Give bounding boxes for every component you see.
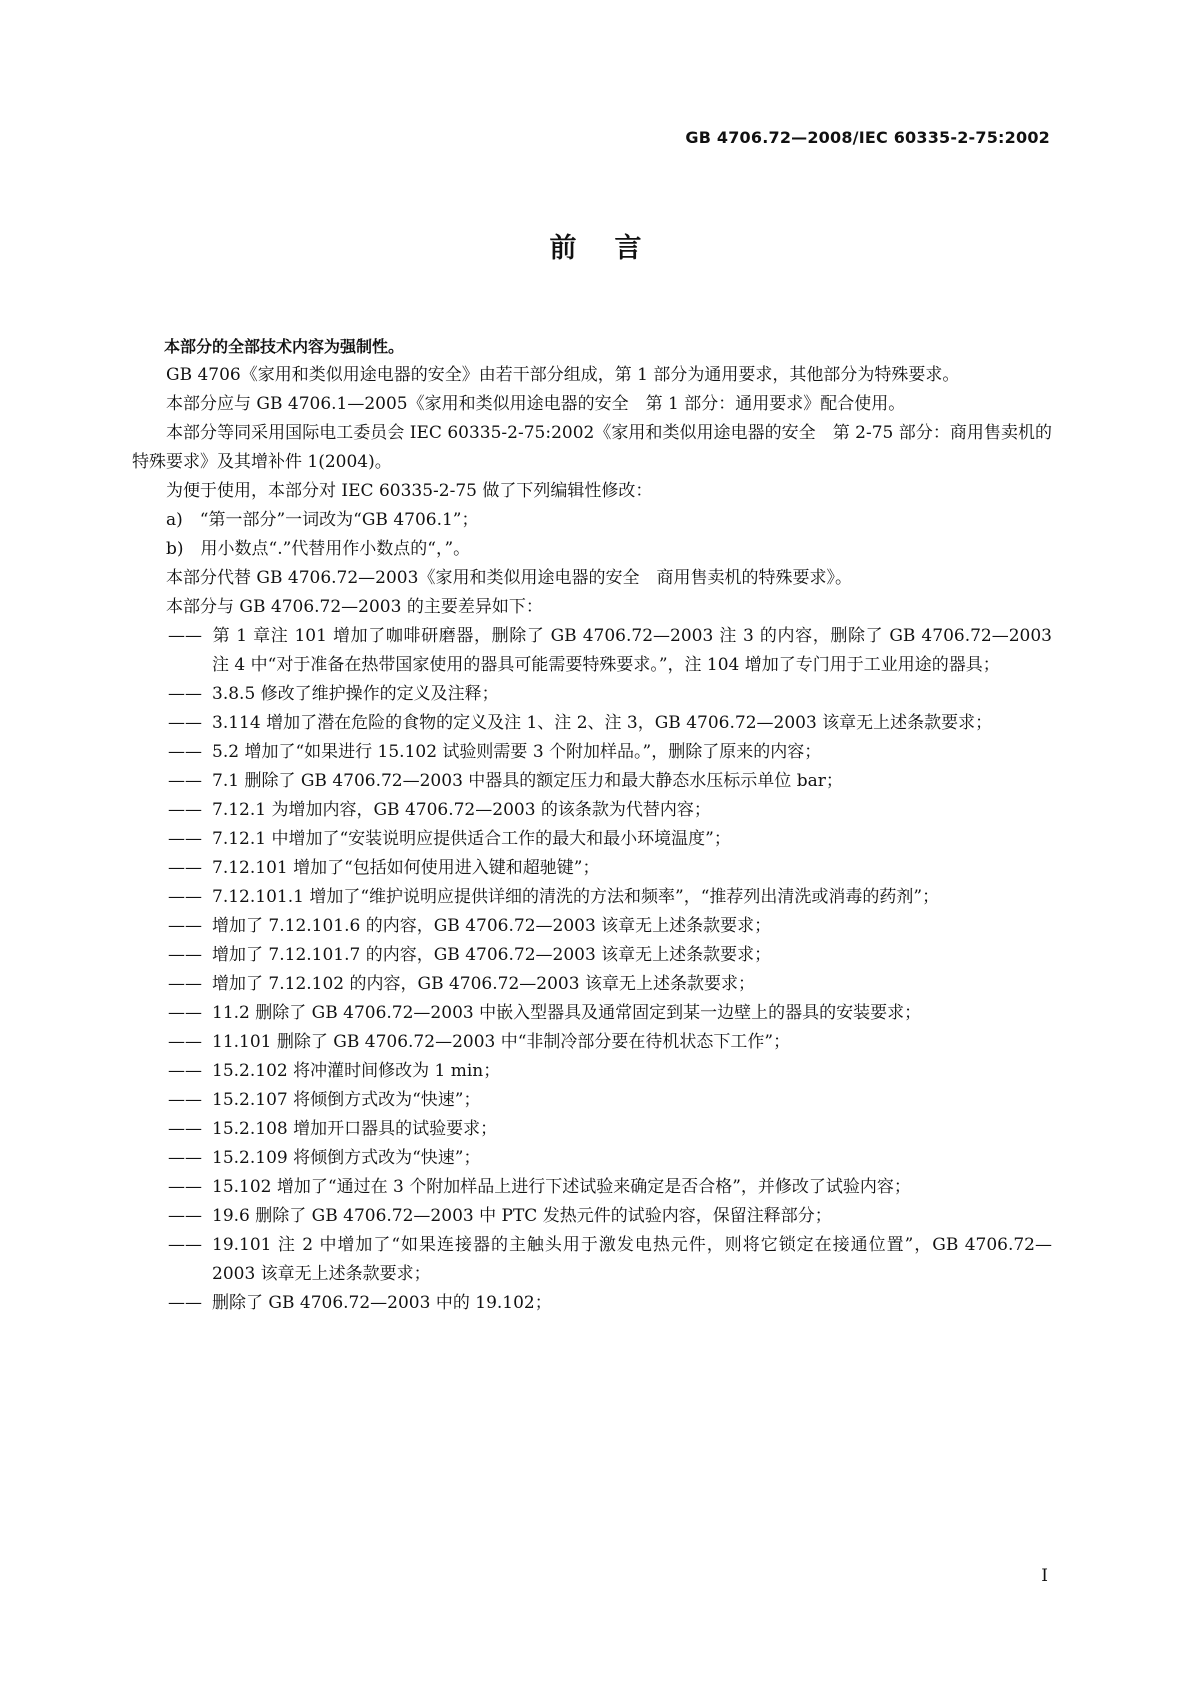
change-text: 增加了 7.12.101.6 的内容，GB 4706.72—2003 该章无上述条款要求； bbox=[212, 916, 772, 936]
dash-mark: —— bbox=[168, 974, 202, 994]
dash-mark: —— bbox=[168, 1206, 202, 1226]
change-item bbox=[132, 941, 1052, 970]
change-text: 删除了 GB 4706.72—2003 中的 19.102； bbox=[212, 1293, 552, 1313]
dash-mark: —— bbox=[168, 829, 202, 849]
paragraph: 本部分应与 GB 4706.1—2005《家用和类似用途电器的安全 第 1 部分：通用要求》配合使用。 bbox=[166, 394, 906, 414]
change-item bbox=[132, 883, 1052, 912]
change-text: 增加了 7.12.102 的内容，GB 4706.72—2003 该章无上述条款要求； bbox=[212, 974, 755, 994]
change-text: 7.12.101.1 增加了“维护说明应提供详细的清洗的方法和频率”，“推荐列出清洗或消毒的药剂”； bbox=[212, 887, 940, 907]
dash-mark: —— bbox=[168, 916, 202, 936]
change-item bbox=[132, 1028, 1052, 1057]
paragraph: 本部分代替 GB 4706.72—2003《家用和类似用途电器的安全 商用售卖机的特殊要求》。 bbox=[166, 568, 852, 588]
dash-mark: —— bbox=[168, 800, 202, 820]
change-item bbox=[132, 1144, 1052, 1173]
change-text: 11.101 删除了 GB 4706.72—2003 中“非制冷部分要在待机状态下工作”； bbox=[212, 1032, 791, 1052]
change-item bbox=[132, 912, 1052, 941]
page-number: I bbox=[1041, 1566, 1048, 1586]
dash-mark: —— bbox=[168, 1032, 202, 1052]
change-text: 11.2 删除了 GB 4706.72—2003 中嵌入型器具及通常固定到某一边壁上的器具的安装要求； bbox=[212, 1003, 922, 1023]
change-text: 5.2 增加了“如果进行 15.102 试验则需要 3 个附加样品。”，删除了原来的内容； bbox=[212, 742, 822, 762]
change-text: 15.2.108 增加开口器具的试验要求； bbox=[212, 1119, 498, 1139]
change-item bbox=[132, 1086, 1052, 1115]
change-item bbox=[132, 854, 1052, 883]
change-text: 19.6 删除了 GB 4706.72—2003 中 PTC 发热元件的试验内容，保留注释部分； bbox=[212, 1206, 832, 1226]
dash-mark: —— bbox=[168, 1148, 202, 1168]
change-item bbox=[132, 738, 1052, 767]
change-text: 7.1 删除了 GB 4706.72—2003 中器具的额定压力和最大静态水压标示单位 bar； bbox=[212, 771, 843, 791]
dash-mark: —— bbox=[168, 858, 202, 878]
paragraph: 本部分等同采用国际电工委员会 IEC 60335-2-75:2002《家用和类似用途电器的安全 第 2-75 部分：商用售卖机的特殊要求》及其增补件 1(2004)。 bbox=[132, 423, 1052, 472]
change-item bbox=[132, 1231, 1052, 1289]
dash-mark: —— bbox=[168, 684, 202, 704]
change-item bbox=[132, 1173, 1052, 1202]
dash-mark: —— bbox=[168, 1061, 202, 1081]
dash-mark: —— bbox=[168, 1235, 202, 1255]
change-item bbox=[132, 767, 1052, 796]
change-text: 15.2.109 将倾倒方式改为“快速”； bbox=[212, 1148, 481, 1168]
dash-mark: —— bbox=[168, 1119, 202, 1139]
change-item bbox=[132, 1115, 1052, 1144]
change-item bbox=[132, 796, 1052, 825]
dash-mark: —— bbox=[168, 1177, 202, 1197]
page-title: 前言 bbox=[549, 233, 680, 264]
change-text: 3.114 增加了潜在危险的食物的定义及注 1、注 2、注 3，GB 4706.72—2003 该章无上述条款要求； bbox=[212, 713, 993, 733]
change-item bbox=[132, 970, 1052, 999]
changes-list bbox=[132, 622, 1052, 1318]
change-item bbox=[132, 622, 1052, 680]
change-text: 7.12.101 增加了“包括如何使用进入键和超驰键”； bbox=[212, 858, 600, 878]
dash-mark: —— bbox=[168, 771, 202, 791]
dash-mark: —— bbox=[168, 887, 202, 907]
change-item bbox=[132, 1057, 1052, 1086]
dash-mark: —— bbox=[168, 1293, 202, 1313]
dash-mark: —— bbox=[168, 713, 202, 733]
foreword-body bbox=[132, 332, 1052, 1318]
dash-mark: —— bbox=[168, 626, 202, 646]
change-text: 15.2.107 将倾倒方式改为“快速”； bbox=[212, 1090, 481, 1110]
change-item bbox=[132, 825, 1052, 854]
change-text: 增加了 7.12.101.7 的内容，GB 4706.72—2003 该章无上述条款要求； bbox=[212, 945, 772, 965]
change-text: 15.2.102 将冲灌时间修改为 1 min； bbox=[212, 1061, 501, 1081]
change-item bbox=[132, 1289, 1052, 1318]
change-item bbox=[132, 1202, 1052, 1231]
dash-mark: —— bbox=[168, 945, 202, 965]
mandatory-statement: 本部分的全部技术内容为强制性。 bbox=[164, 337, 405, 356]
list-item-a: a) “第一部分”一词改为“GB 4706.1”； bbox=[166, 510, 479, 530]
standard-code-header: GB 4706.72—2008/IEC 60335-2-75:2002 bbox=[685, 128, 1050, 147]
dash-mark: —— bbox=[168, 742, 202, 762]
change-text: 15.102 增加了“通过在 3 个附加样品上进行下述试验来确定是否合格”，并修改了试验内容； bbox=[212, 1177, 911, 1197]
change-item bbox=[132, 680, 1052, 709]
change-text: 7.12.1 为增加内容，GB 4706.72—2003 的该条款为代替内容； bbox=[212, 800, 711, 820]
dash-mark: —— bbox=[168, 1003, 202, 1023]
change-text: 19.101 注 2 中增加了“如果连接器的主触头用于激发电热元件，则将它锁定在接通位置”，GB 4706.72—2003 该章无上述条款要求； bbox=[212, 1235, 1052, 1284]
list-item-b: b) 用小数点“.”代替用作小数点的“，”。 bbox=[166, 539, 471, 559]
change-text: 3.8.5 修改了维护操作的定义及注释； bbox=[212, 684, 499, 704]
change-text: 第 1 章注 101 增加了咖啡研磨器，删除了 GB 4706.72—2003 注 3 的内容，删除了 GB 4706.72—2003 注 4 中“对于准备在热带国家使用的器具可能需要特殊要求。”，注 104 增加了专门用于工业用途的器具； bbox=[212, 626, 1052, 675]
paragraph: 为便于使用，本部分对 IEC 60335-2-75 做了下列编辑性修改： bbox=[166, 481, 653, 501]
change-item bbox=[132, 709, 1052, 738]
paragraph: GB 4706《家用和类似用途电器的安全》由若干部分组成，第 1 部分为通用要求，其他部分为特殊要求。 bbox=[166, 365, 960, 385]
paragraph: 本部分与 GB 4706.72—2003 的主要差异如下： bbox=[166, 597, 543, 617]
dash-mark: —— bbox=[168, 1090, 202, 1110]
change-text: 7.12.1 中增加了“安装说明应提供适合工作的最大和最小环境温度”； bbox=[212, 829, 731, 849]
change-item bbox=[132, 999, 1052, 1028]
